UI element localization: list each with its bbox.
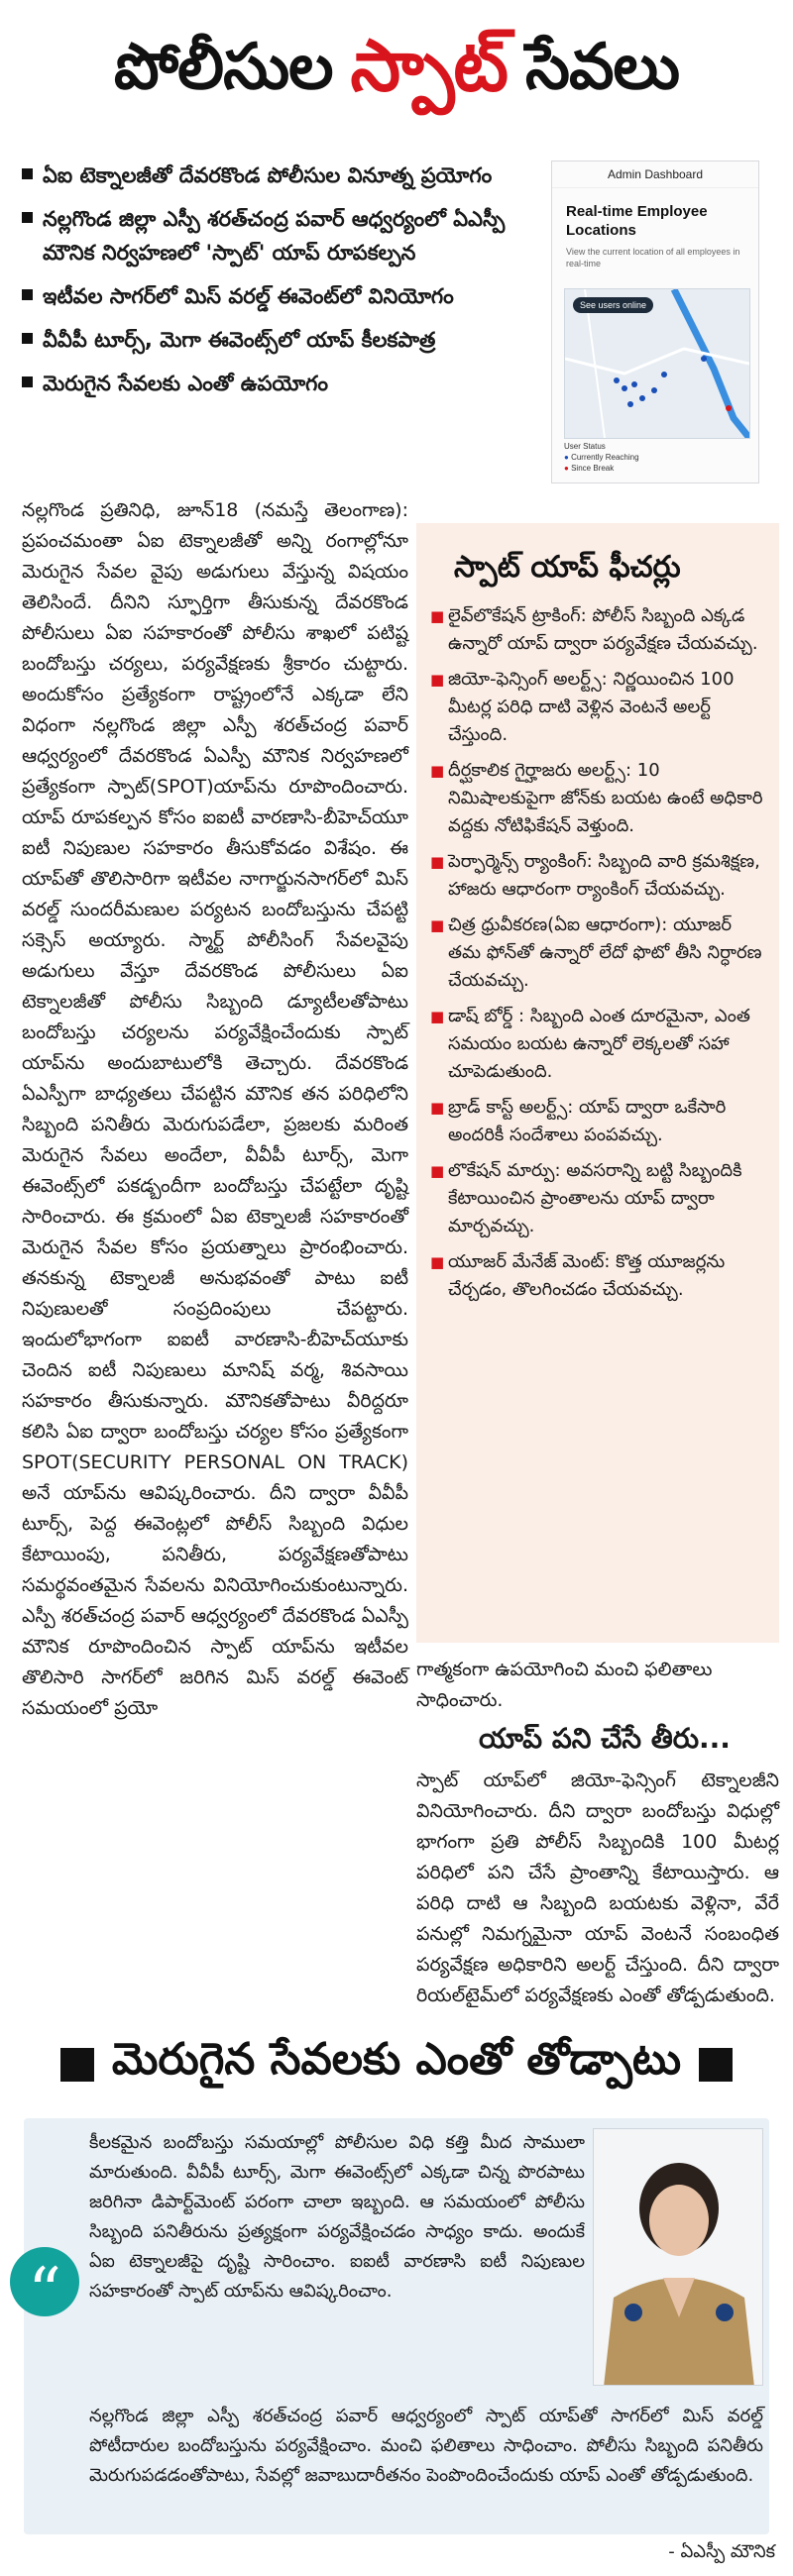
legend-item: ● Since Break — [564, 464, 615, 473]
legend-title: User Status — [564, 442, 606, 451]
screenshot-title: Real-time Employee Locations — [566, 203, 708, 239]
bullet-icon: ■ — [430, 1162, 445, 1180]
map-legend — [564, 441, 639, 474]
how-it-works-body: స్పాట్ యాప్‌లో జియో-ఫెన్సింగ్ టెక్నాలజీని వినియోగించారు. దీని ద్వారా బందోబస్తు విధుల్లో భాగంగా ప్రతి పోలీస్ సిబ్బందికి 100 మీటర్ల పరిధిలో పని చేసే ప్రాంతాన్ని కేటాయిస్తారు. ఆ పరిధి దాటి ఆ సిబ్బంది బయటకు వెళ్లినా, వేరే పనుల్లో నిమగ్నమైనా యాప్ వెంటనే సంబంధిత పర్యవేక్షణ అధికారిని అలర్ట్ చేస్తుంది. దీని ద్వారా రియల్‌టైమ్‌లో పర్యవేక్షణకు ఎంతో తోడ్పడుతుంది. — [416, 1770, 779, 2006]
feature-item: ■ చిత్ర ధ్రువీకరణ(ఏఐ ఆధారంగా): యూజర్ తమ ఫోన్‌తో ఉన్నారో లేదో ఫొటో తీసి నిర్ధారణ చేయవచ్చు. — [430, 912, 765, 995]
quote-section-title: మెరుగైన సేవలకు ఎంతో తోడ్పాటు — [111, 2034, 682, 2085]
see-users-button[interactable]: See users online — [573, 297, 653, 313]
bullet-icon: ■ — [430, 671, 445, 689]
article-continuation: గాత్మకంగా ఉపయోగించి మంచి ఫలితాలు సాధించారు. — [416, 1659, 713, 1711]
highlight-item: నల్లగొండ జిల్లా ఎస్పీ శరత్‌చంద్ర పవార్ ఆధ్వర్యంలో ఏఎస్పీ మౌనిక నిర్వహణలో 'స్పాట్' యాప్ రూపకల్పన — [22, 202, 547, 269]
quote-mark-icon: “ — [10, 2247, 79, 2316]
map-pin-icon — [661, 372, 667, 377]
badge-icon — [624, 2304, 642, 2321]
quote-text-continued: నల్లగొండ జిల్లా ఎస్పీ శరత్‌చంద్ర పవార్ ఆధ్వర్యంలో స్పాట్ యాప్‌తో సాగర్‌లో మిస్ వరల్డ్ పోటీదారుల బందోబస్తును పర్యవేక్షించాం. మంచి ఫలితాలు సాధించాం. పోలీసు సిబ్బంది పనితీరు మెరుగుపడడంతోపాటు, సేవల్లో జవాబుదారీతనం పెంపొందించేందుకు యాప్ ఎంతో తోడ్పడుతుంది. — [89, 2406, 763, 2486]
legend-dot-icon: ● — [564, 453, 569, 462]
badge-icon — [716, 2304, 734, 2321]
article-body: నల్లగొండ ప్రతినిధి, జూన్18 (నమస్తే తెలంగాణ): ప్రపంచమంతా ఏఐ టెక్నాలజీతో అన్ని రంగాల్లోనూ మెరుగైన సేవల వైపు అడుగులు వేస్తున్న విషయం తెలిసిందే. దీనిని స్ఫూర్తిగా తీసుకున్న దేవరకొండ పోలీసులు ఏఐ సహకారంతో పోలీసు శాఖలో పటిష్ట బందోబస్తు చర్యలు, పర్యవేక్షణకు శ్రీకారం చుట్టారు. అందుకోసం ప్రత్యేకంగా రాష్ట్రంలోనే ఎక్కడా లేని విధంగా నల్లగొండ జిల్లా ఎస్పీ శరత్‌చంద్ర పవార్ ఆధ్వర్యంలో దేవరకొండ ఏఎస్పీ మౌనిక నిర్వహణలో ప్రత్యేకంగా స్పాట్(SPOT)యాప్‌ను రూపొందించారు. యాప్ రూపకల్పన కోసం ఐఐటీ వారణాసి-బీహెచ్‌యూ ఐటీ నిపుణుల సహకారం తీసుకోవడం విశేషం. ఈ యాప్‌తో తొలిసారిగా ఇటీవల నాగార్జునసాగర్‌లో మిస్ వరల్డ్ సుందరీమణుల పర్యటన బందోబస్తును చేపట్టి సక్సెస్ అయ్యారు. స్మార్ట్ పోలీసింగ్ సేవలవైపు అడుగులు వేస్తూ దేవరకొండ పోలీసులు ఏఐ టెక్నాలజీతో పోలీసు సిబ్బంది డ్యూటీలతోపాటు బందోబస్తు చర్యలను పర్యవేక్షించేందుకు స్పాట్ యాప్‌ను అందుబాటులోకి తెచ్చారు. దేవరకొండ ఏఎస్పీగా బాధ్యతలు చేపట్టిన మౌనిక తన పరిధిలోని సిబ్బంది పనితీరు మెరుగుపడేలా, ప్రజలకు మరింత మెరుగైన సేవలు అందేలా, వీవీపీ టూర్స్, మెగా ఈవెంట్స్‌లో పకడ్బందీగా బందోబస్తు చేపట్టేలా దృష్టి సారించారు. ఈ క్రమంలో ఏఐ టెక్నాలజీ సహకారంతో మెరుగైన సేవల కోసం ప్రయత్నాలు ప్రారంభించారు. తనకున్న టెక్నాలజీ అనుభవంతో పాటు ఐటీ నిపుణులతో సంప్రదింపులు చేపట్టారు. ఇందులోభాగంగా ఐఐటీ వారణాసి-బీహెచ్‌యూకు చెందిన ఐటీ నిపుణులు మానిష్ వర్మ, శివసాయి సహకారం తీసుకున్నారు. మౌనికతోపాటు వీరిద్దరూ కలిసి ఏఐ ద్వారా బందోబస్తు చర్యల కోసం ప్రత్యేకంగా SPOT(SECURITY PERSONAL ON TRACK) అనే యాప్‌ను ఆవిష్కరించారు. దీని ద్వారా వీవీపీ టూర్స్, పెద్ద ఈవెంట్లలో పోలీస్ సిబ్బంది విధుల కేటాయింపు, పనితీరు, పర్యవేక్షణతోపాటు సమర్థవంతమైన సేవలను వినియోగించుకుంటున్నారు. ఎస్పీ శరత్‌చంద్ర పవార్ ఆధ్వర్యంలో దేవరకొండ ఏఎస్పీ మౌనిక రూపొందించిన స్పాట్ యాప్‌ను ఇటీవల తొలిసారి సాగర్‌లో జరిగిన మిస్ వరల్డ్ ఈవెంట్ సమయంలో ప్రయో — [22, 499, 408, 1719]
screenshot-header: Admin Dashboard — [552, 161, 758, 188]
feature-item: ■ డాష్ బోర్డ్ : సిబ్బంది ఎంత దూరమైనా, ఎంత సమయం బయట ఉన్నారో లెక్కలతో సహా చూపెడుతుంది. — [430, 1003, 765, 1086]
bullet-icon: ■ — [430, 1008, 445, 1025]
headline-part2: స్పాట్ — [350, 24, 509, 107]
highlight-item: మెరుగైన సేవలకు ఎంతో ఉపయోగం — [22, 367, 547, 400]
app-screenshot — [551, 161, 759, 483]
map-pin-icon — [622, 385, 627, 391]
legend-item: ● Currently Reaching — [564, 453, 639, 462]
map-pin-icon — [639, 395, 645, 401]
bullet-icon: ■ — [430, 607, 445, 625]
bullet-icon: ■ — [430, 1253, 445, 1271]
bullet-square-icon — [22, 212, 33, 223]
headline-part3: సేవలు — [525, 30, 679, 104]
bullet-icon: ■ — [430, 853, 445, 871]
bullet-square-icon — [22, 168, 33, 179]
highlight-item: వీవీపీ టూర్స్, మెగా ఈవెంట్స్‌లో యాప్ కీలకపాత్ర — [22, 323, 547, 357]
quote-section-banner — [22, 2026, 771, 2103]
highlights-list — [22, 159, 547, 410]
bullet-icon: ■ — [430, 762, 445, 780]
face-shape — [649, 2185, 709, 2256]
feature-item: ■ దీర్ఘకాలిక గైర్హాజరు అలర్ట్స్: 10 నిమిషాలకుపైగా జోన్‌కు బయట ఉంటే అధికారి వద్దకు నోటిఫికేషన్ వెళ్తుంది. — [430, 757, 765, 840]
headline — [0, 0, 793, 149]
bullet-icon: ■ — [430, 1099, 445, 1117]
feature-item: ■ బ్రాడ్ కాస్ట్ అలర్ట్స్: యాప్ ద్వారా ఒకేసారి అందరికీ సందేశాలు పంపవచ్చు. — [430, 1094, 765, 1149]
screenshot-description: View the current location of all employees in real-time — [566, 247, 740, 268]
feature-item: ■ జియో-ఫెన్సింగ్ అలర్ట్స్: నిర్ణయించిన 100 మీటర్ల పరిధి దాటి వెళ్లిన వెంటనే అలర్ట్ చేస్తుంది. — [430, 666, 765, 749]
highlight-item: ఇటీవల సాగర్‌లో మిస్ వరల్డ్ ఈవెంట్‌లో వినియోగం — [22, 279, 547, 313]
map-road — [674, 289, 749, 438]
banner-square-icon — [60, 2048, 94, 2082]
quote-signature: - ఏఎస్పీ మౌనిక — [668, 2541, 775, 2562]
features-title: స్పాట్ యాప్ ఫీచర్లు — [454, 550, 681, 585]
bullet-square-icon — [22, 289, 33, 300]
map-pin-icon — [627, 401, 633, 407]
quote-text: కీలకమైన బందోబస్తు సమయాల్లో పోలీసుల విధి కత్తి మీద సాములా మారుతుంది. వీవీపీ టూర్స్, మెగా ఈవెంట్స్‌లో ఎక్కడా చిన్న పొరపాటు జరిగినా డిపార్ట్‌మెంట్ పరంగా చాలా ఇబ్బంది. ఆ సమయంలో పోలీసు సిబ్బంది పనితీరును ప్రత్యక్షంగా పర్యవేక్షించడం సాధ్యం కాదు. అందుకే ఏఐ టెక్నాలజీపై దృష్టి సారించాం. ఐఐటీ వారణాసి ఐటీ నిపుణుల సహకారంతో స్పాట్ యాప్‌ను ఆవిష్కరించాం. — [89, 2132, 585, 2302]
map-pin-icon — [631, 381, 637, 387]
map-view — [564, 288, 750, 439]
feature-item: ■ లైవ్‌లొకేషన్ ట్రాకింగ్: పోలీస్ సిబ్బంది ఎక్కడ ఉన్నారో యాప్ ద్వారా పర్యవేక్షణ చేయవచ్చు. — [430, 602, 765, 658]
bullet-icon: ■ — [430, 916, 445, 934]
map-pin-icon — [701, 356, 707, 362]
legend-dot-icon: ● — [564, 464, 569, 473]
map-pin-icon — [651, 387, 657, 393]
map-pin-icon — [726, 405, 732, 411]
features-box — [416, 523, 779, 1643]
how-it-works-title: యాప్ పని చేసే తీరు... — [479, 1722, 731, 1755]
officer-photo — [593, 2128, 763, 2386]
banner-square-icon — [699, 2048, 733, 2082]
feature-item: ■ యూజర్ మేనేజ్ మెంట్: కొత్త యూజర్లను చేర్చడం, తొలగించడం చేయవచ్చు. — [430, 1248, 765, 1304]
feature-item: ■ పెర్ఫార్మెన్స్ ర్యాంకింగ్: సిబ్బంది వారి క్రమశిక్షణ, హాజరు ఆధారంగా ర్యాంకింగ్ చేయవచ్చు. — [430, 848, 765, 904]
bullet-square-icon — [22, 376, 33, 387]
feature-item: ■ లొకేషన్ మార్పు: అవసరాన్ని బట్టి సిబ్బందికి కేటాయించిన ప్రాంతాలను యాప్ ద్వారా మార్చవచ్చు. — [430, 1157, 765, 1240]
bullet-square-icon — [22, 333, 33, 344]
officer-photo-graphic — [594, 2129, 763, 2386]
headline-part1: పోలీసుల — [114, 30, 333, 104]
highlight-item: ఏఐ టెక్నాలజీతో దేవరకొండ పోలీసుల వినూత్న ప్రయోగం — [22, 159, 547, 192]
map-pin-icon — [614, 377, 620, 383]
